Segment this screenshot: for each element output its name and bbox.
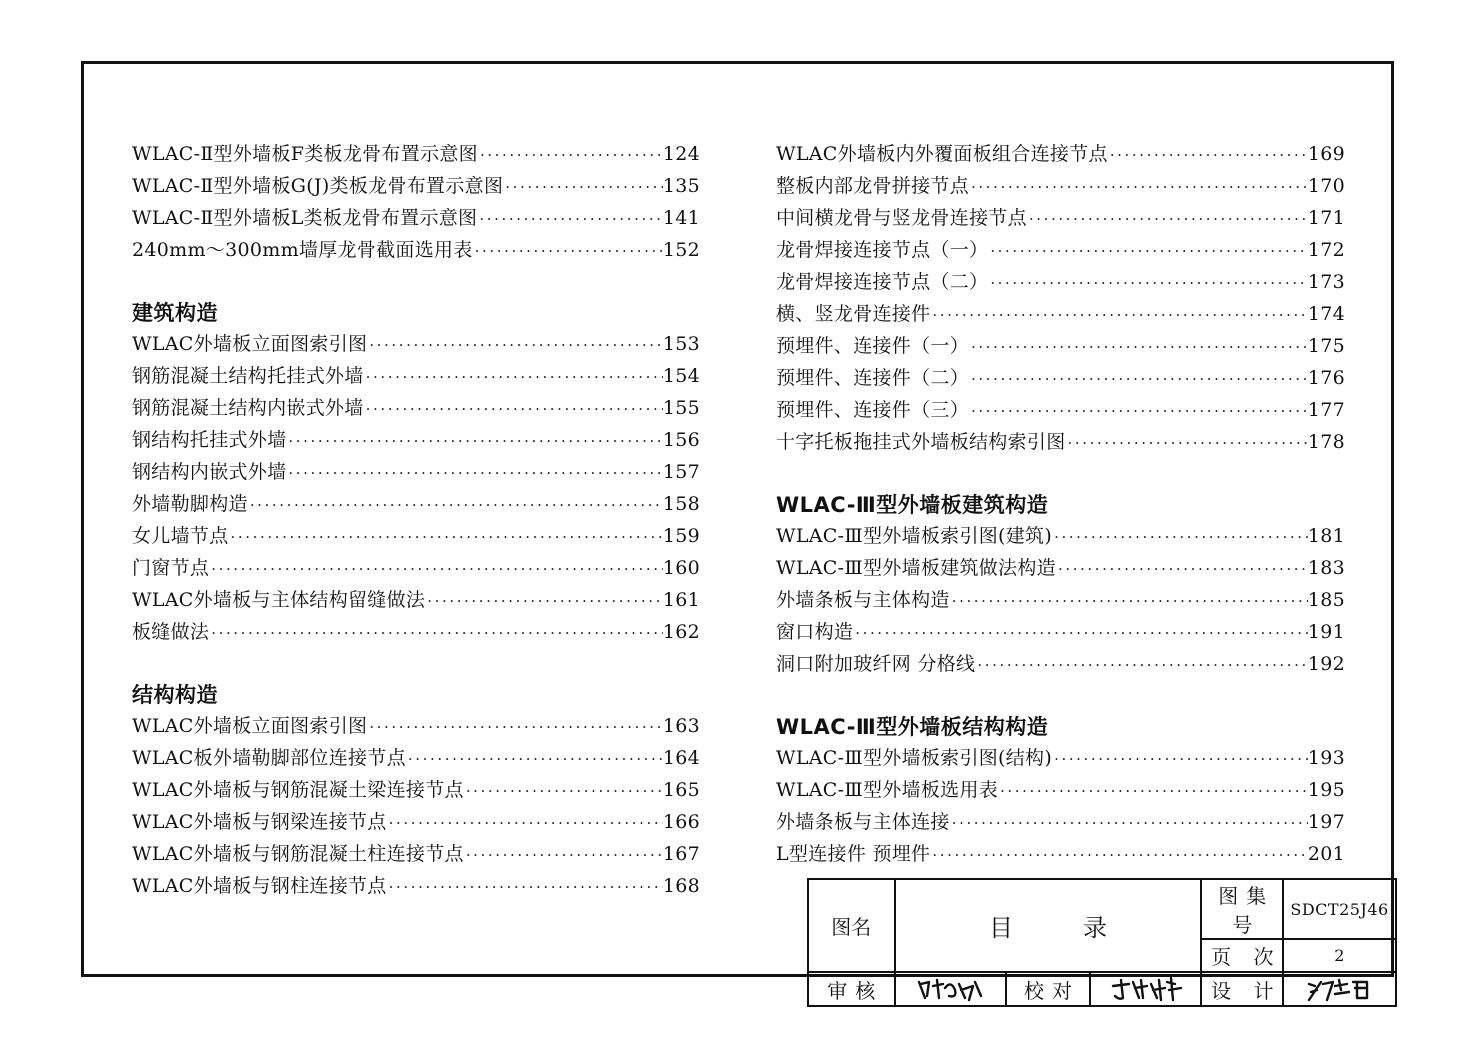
toc-entry-page: 195 bbox=[1307, 779, 1345, 801]
toc-entry-page: 178 bbox=[1307, 431, 1345, 453]
toc-entry[interactable] bbox=[132, 870, 700, 902]
toc-entry-page: 141 bbox=[662, 207, 700, 229]
toc-entry-page: 170 bbox=[1307, 175, 1345, 197]
section-spacer bbox=[132, 648, 700, 680]
toc-entry[interactable] bbox=[132, 774, 700, 806]
dot-leader bbox=[988, 267, 1308, 299]
toc-entry-title: 十字托板拖挂式外墙板结构索引图 bbox=[776, 431, 1066, 453]
toc-entry-page: 165 bbox=[662, 779, 700, 801]
section-heading: WLAC-Ⅲ型外墙板建筑构造 bbox=[776, 493, 1049, 517]
toc-entry-title: WLAC-Ⅲ型外墙板选用表 bbox=[776, 779, 999, 801]
reviewer-signature bbox=[895, 972, 1007, 1006]
dot-leader bbox=[464, 775, 663, 807]
toc-entry-page: 167 bbox=[662, 843, 700, 865]
toc-entry[interactable] bbox=[132, 616, 700, 648]
dot-leader bbox=[477, 203, 662, 235]
toc-entry[interactable] bbox=[776, 362, 1345, 394]
toc-entry-page: 197 bbox=[1307, 811, 1345, 833]
dot-leader bbox=[975, 649, 1307, 681]
toc-entry-title: WLAC-Ⅱ型外墙板L类板龙骨布置示意图 bbox=[132, 207, 478, 229]
toc-entry-title: WLAC板外墙勒脚部位连接节点 bbox=[132, 747, 406, 769]
toc-entry[interactable] bbox=[776, 138, 1345, 170]
toc-entry-title: WLAC外墙板与主体结构留缝做法 bbox=[132, 589, 426, 611]
designer-signature-graphic bbox=[1305, 976, 1375, 1002]
toc-entry-title: 预埋件、连接件（一） bbox=[776, 335, 970, 357]
toc-entry[interactable] bbox=[776, 394, 1345, 426]
toc-entry-page: 183 bbox=[1307, 557, 1345, 579]
toc-entry-page: 171 bbox=[1307, 207, 1345, 229]
toc-entry[interactable] bbox=[132, 424, 700, 456]
dot-leader bbox=[930, 839, 1307, 871]
toc-entry[interactable] bbox=[132, 234, 700, 266]
toc-entry-title: WLAC-Ⅲ型外墙板建筑做法构造 bbox=[776, 557, 1056, 579]
toc-entry-title: 预埋件、连接件（三） bbox=[776, 399, 970, 421]
toc-entry-page: 174 bbox=[1307, 303, 1345, 325]
dot-leader bbox=[209, 553, 663, 585]
toc-entry-title: L型连接件 预埋件 bbox=[776, 843, 931, 865]
toc-entry-title: 洞口附加玻纤网 分格线 bbox=[776, 653, 976, 675]
dot-leader bbox=[969, 331, 1308, 363]
toc-entry-title: 整板内部龙骨拼接节点 bbox=[776, 175, 970, 197]
toc-entry[interactable] bbox=[132, 170, 700, 202]
toc-entry-title: 钢筋混凝土结构内嵌式外墙 bbox=[132, 397, 364, 419]
section-spacer bbox=[776, 680, 1345, 712]
toc-entry[interactable] bbox=[132, 456, 700, 488]
toc-entry-page: 161 bbox=[662, 589, 700, 611]
toc-right-column bbox=[776, 138, 1345, 870]
toc-entry-title: 龙骨焊接连接节点（二） bbox=[776, 271, 989, 293]
toc-entry[interactable] bbox=[132, 552, 700, 584]
toc-entry-title: 钢筋混凝土结构托挂式外墙 bbox=[132, 365, 364, 387]
toc-entry[interactable] bbox=[132, 806, 700, 838]
toc-entry-page: 159 bbox=[662, 525, 700, 547]
toc-entry-title: 窗口构造 bbox=[776, 621, 854, 643]
page-number-value: 2 bbox=[1283, 939, 1396, 972]
toc-entry-title: 预埋件、连接件（二） bbox=[776, 367, 970, 389]
toc-entry-page: 172 bbox=[1307, 239, 1345, 261]
toc-entry[interactable] bbox=[776, 234, 1345, 266]
dot-leader bbox=[950, 807, 1308, 839]
designer-label: 设 计 bbox=[1201, 972, 1283, 1006]
toc-entry-page: 201 bbox=[1307, 843, 1345, 865]
toc-entry-title: WLAC-Ⅲ型外墙板索引图(结构) bbox=[776, 747, 1053, 769]
toc-entry-title: WLAC外墙板立面图索引图 bbox=[132, 715, 368, 737]
toc-entry-page: 193 bbox=[1307, 747, 1345, 769]
dot-leader bbox=[969, 395, 1308, 427]
drawing-name-label: 图名 bbox=[808, 879, 895, 972]
toc-entry-title: 240mm～300mm墙厚龙骨截面选用表 bbox=[132, 239, 473, 261]
toc-entry-title: 龙骨焊接连接节点（一） bbox=[776, 239, 989, 261]
dot-leader bbox=[229, 521, 663, 553]
toc-entry[interactable] bbox=[132, 392, 700, 424]
dot-leader bbox=[425, 585, 663, 617]
toc-entry-title: 钢结构托挂式外墙 bbox=[132, 429, 287, 451]
dot-leader bbox=[853, 617, 1308, 649]
toc-entry-page: 173 bbox=[1307, 271, 1345, 293]
toc-entry-title: 外墙勒脚构造 bbox=[132, 493, 248, 515]
toc-entry[interactable] bbox=[132, 710, 700, 742]
section-spacer bbox=[776, 458, 1345, 490]
toc-entry-page: 181 bbox=[1307, 525, 1345, 547]
dot-leader bbox=[1052, 521, 1308, 553]
toc-entry-page: 154 bbox=[662, 365, 700, 387]
dot-leader bbox=[464, 839, 663, 871]
toc-entry[interactable] bbox=[776, 774, 1345, 806]
toc-entry-title: 门窗节点 bbox=[132, 557, 210, 579]
toc-entry-title: WLAC外墙板与钢柱连接节点 bbox=[132, 875, 387, 897]
toc-entry-page: 162 bbox=[662, 621, 700, 643]
reviewer-label: 审核 bbox=[808, 972, 895, 1006]
dot-leader bbox=[286, 425, 662, 457]
toc-entry-page: 168 bbox=[662, 875, 700, 897]
toc-entry[interactable] bbox=[132, 742, 700, 774]
toc-entry-title: WLAC外墙板内外覆面板组合连接节点 bbox=[776, 143, 1108, 165]
dot-leader bbox=[248, 489, 663, 521]
toc-entry-title: 板缝做法 bbox=[132, 621, 210, 643]
section-heading: WLAC-Ⅲ型外墙板结构构造 bbox=[776, 715, 1049, 739]
toc-entry-page: 155 bbox=[662, 397, 700, 419]
atlas-number-label: 图集号 bbox=[1201, 879, 1283, 939]
dot-leader bbox=[988, 235, 1308, 267]
toc-entry[interactable] bbox=[132, 360, 700, 392]
section-heading: 建筑构造 bbox=[132, 301, 218, 325]
toc-entry[interactable] bbox=[132, 520, 700, 552]
dot-leader bbox=[473, 235, 663, 267]
toc-entry[interactable] bbox=[132, 584, 700, 616]
dot-leader bbox=[387, 871, 663, 903]
dot-leader bbox=[969, 171, 1308, 203]
toc-entry-title: WLAC外墙板与钢筋混凝土柱连接节点 bbox=[132, 843, 464, 865]
toc-entry-title: WLAC-Ⅱ型外墙板G(J)类板龙骨布置示意图 bbox=[132, 175, 504, 197]
toc-entry[interactable] bbox=[132, 328, 700, 360]
toc-entry[interactable] bbox=[132, 138, 700, 170]
dot-leader bbox=[998, 775, 1308, 807]
toc-entry-title: 横、竖龙骨连接件 bbox=[776, 303, 931, 325]
toc-entry-page: 152 bbox=[662, 239, 700, 261]
dot-leader bbox=[1027, 203, 1308, 235]
toc-entry[interactable] bbox=[776, 330, 1345, 362]
toc-entry[interactable] bbox=[776, 426, 1345, 458]
toc-entry-title: 外墙条板与主体构造 bbox=[776, 589, 950, 611]
designer-signature bbox=[1283, 972, 1396, 1006]
dot-leader bbox=[1052, 743, 1308, 775]
dot-leader bbox=[209, 617, 663, 649]
dot-leader bbox=[367, 711, 663, 743]
toc-entry[interactable] bbox=[776, 266, 1345, 298]
toc-entry[interactable] bbox=[776, 552, 1345, 584]
toc-entry-title: WLAC-Ⅱ型外墙板F类板龙骨布置示意图 bbox=[132, 143, 478, 165]
toc-entry-page: 169 bbox=[1307, 143, 1345, 165]
dot-leader bbox=[478, 139, 663, 171]
dot-leader bbox=[969, 363, 1308, 395]
toc-entry[interactable] bbox=[776, 170, 1345, 202]
toc-entry-page: 185 bbox=[1307, 589, 1345, 611]
toc-entry[interactable] bbox=[776, 742, 1345, 774]
toc-entry-title: WLAC外墙板立面图索引图 bbox=[132, 333, 368, 355]
toc-entry-title: 钢结构内嵌式外墙 bbox=[132, 461, 287, 483]
checker-signature-graphic bbox=[1109, 976, 1183, 1002]
dot-leader bbox=[387, 807, 663, 839]
toc-entry-title: 女儿墙节点 bbox=[132, 525, 229, 547]
dot-leader bbox=[1108, 139, 1308, 171]
dot-leader bbox=[367, 329, 663, 361]
toc-entry[interactable] bbox=[776, 520, 1345, 552]
toc-entry[interactable] bbox=[776, 202, 1345, 234]
toc-entry[interactable] bbox=[776, 806, 1345, 838]
page-number-label: 页 次 bbox=[1201, 939, 1283, 972]
toc-left-column bbox=[132, 138, 700, 902]
toc-entry[interactable] bbox=[776, 298, 1345, 330]
title-block bbox=[807, 878, 1397, 1007]
dot-leader bbox=[286, 457, 662, 489]
dot-leader bbox=[1066, 427, 1308, 459]
toc-entry[interactable] bbox=[132, 202, 700, 234]
dot-leader bbox=[930, 299, 1307, 331]
toc-entry-page: 153 bbox=[662, 333, 700, 355]
toc-entry-page: 164 bbox=[662, 747, 700, 769]
toc-entry[interactable] bbox=[132, 488, 700, 520]
toc-entry-page: 192 bbox=[1307, 653, 1345, 675]
toc-entry-page: 160 bbox=[662, 557, 700, 579]
toc-entry-title: 中间横龙骨与竖龙骨连接节点 bbox=[776, 207, 1027, 229]
toc-entry-page: 158 bbox=[662, 493, 700, 515]
atlas-number-value: SDCT25J46 bbox=[1283, 879, 1396, 939]
toc-entry-page: 163 bbox=[662, 715, 700, 737]
toc-entry-title: 外墙条板与主体连接 bbox=[776, 811, 950, 833]
toc-entry[interactable] bbox=[776, 648, 1345, 680]
toc-entry-page: 166 bbox=[662, 811, 700, 833]
toc-entry-title: WLAC外墙板与钢筋混凝土梁连接节点 bbox=[132, 779, 464, 801]
toc-entry-page: 191 bbox=[1307, 621, 1345, 643]
dot-leader bbox=[406, 743, 663, 775]
toc-entry[interactable] bbox=[776, 616, 1345, 648]
dot-leader bbox=[1056, 553, 1308, 585]
toc-entry-title: WLAC外墙板与钢梁连接节点 bbox=[132, 811, 387, 833]
section-spacer bbox=[132, 266, 700, 298]
checker-label: 校对 bbox=[1006, 972, 1090, 1006]
toc-entry-page: 175 bbox=[1307, 335, 1345, 357]
toc-entry-title: WLAC-Ⅲ型外墙板索引图(建筑) bbox=[776, 525, 1053, 547]
dot-leader bbox=[364, 361, 663, 393]
toc-entry-page: 135 bbox=[662, 175, 700, 197]
section-heading: 结构构造 bbox=[132, 683, 218, 707]
toc-entry-page: 124 bbox=[662, 143, 700, 165]
reviewer-signature-graphic bbox=[915, 976, 985, 1002]
toc-entry-page: 156 bbox=[662, 429, 700, 451]
dot-leader bbox=[364, 393, 663, 425]
dot-leader bbox=[503, 171, 663, 203]
toc-entry-page: 157 bbox=[662, 461, 700, 483]
toc-entry[interactable] bbox=[132, 838, 700, 870]
toc-entry[interactable] bbox=[776, 838, 1345, 870]
drawing-name-value: 目录 bbox=[895, 879, 1202, 972]
checker-signature bbox=[1090, 972, 1202, 1006]
toc-entry-page: 176 bbox=[1307, 367, 1345, 389]
toc-entry[interactable] bbox=[776, 584, 1345, 616]
dot-leader bbox=[950, 585, 1308, 617]
toc-entry-page: 177 bbox=[1307, 399, 1345, 421]
